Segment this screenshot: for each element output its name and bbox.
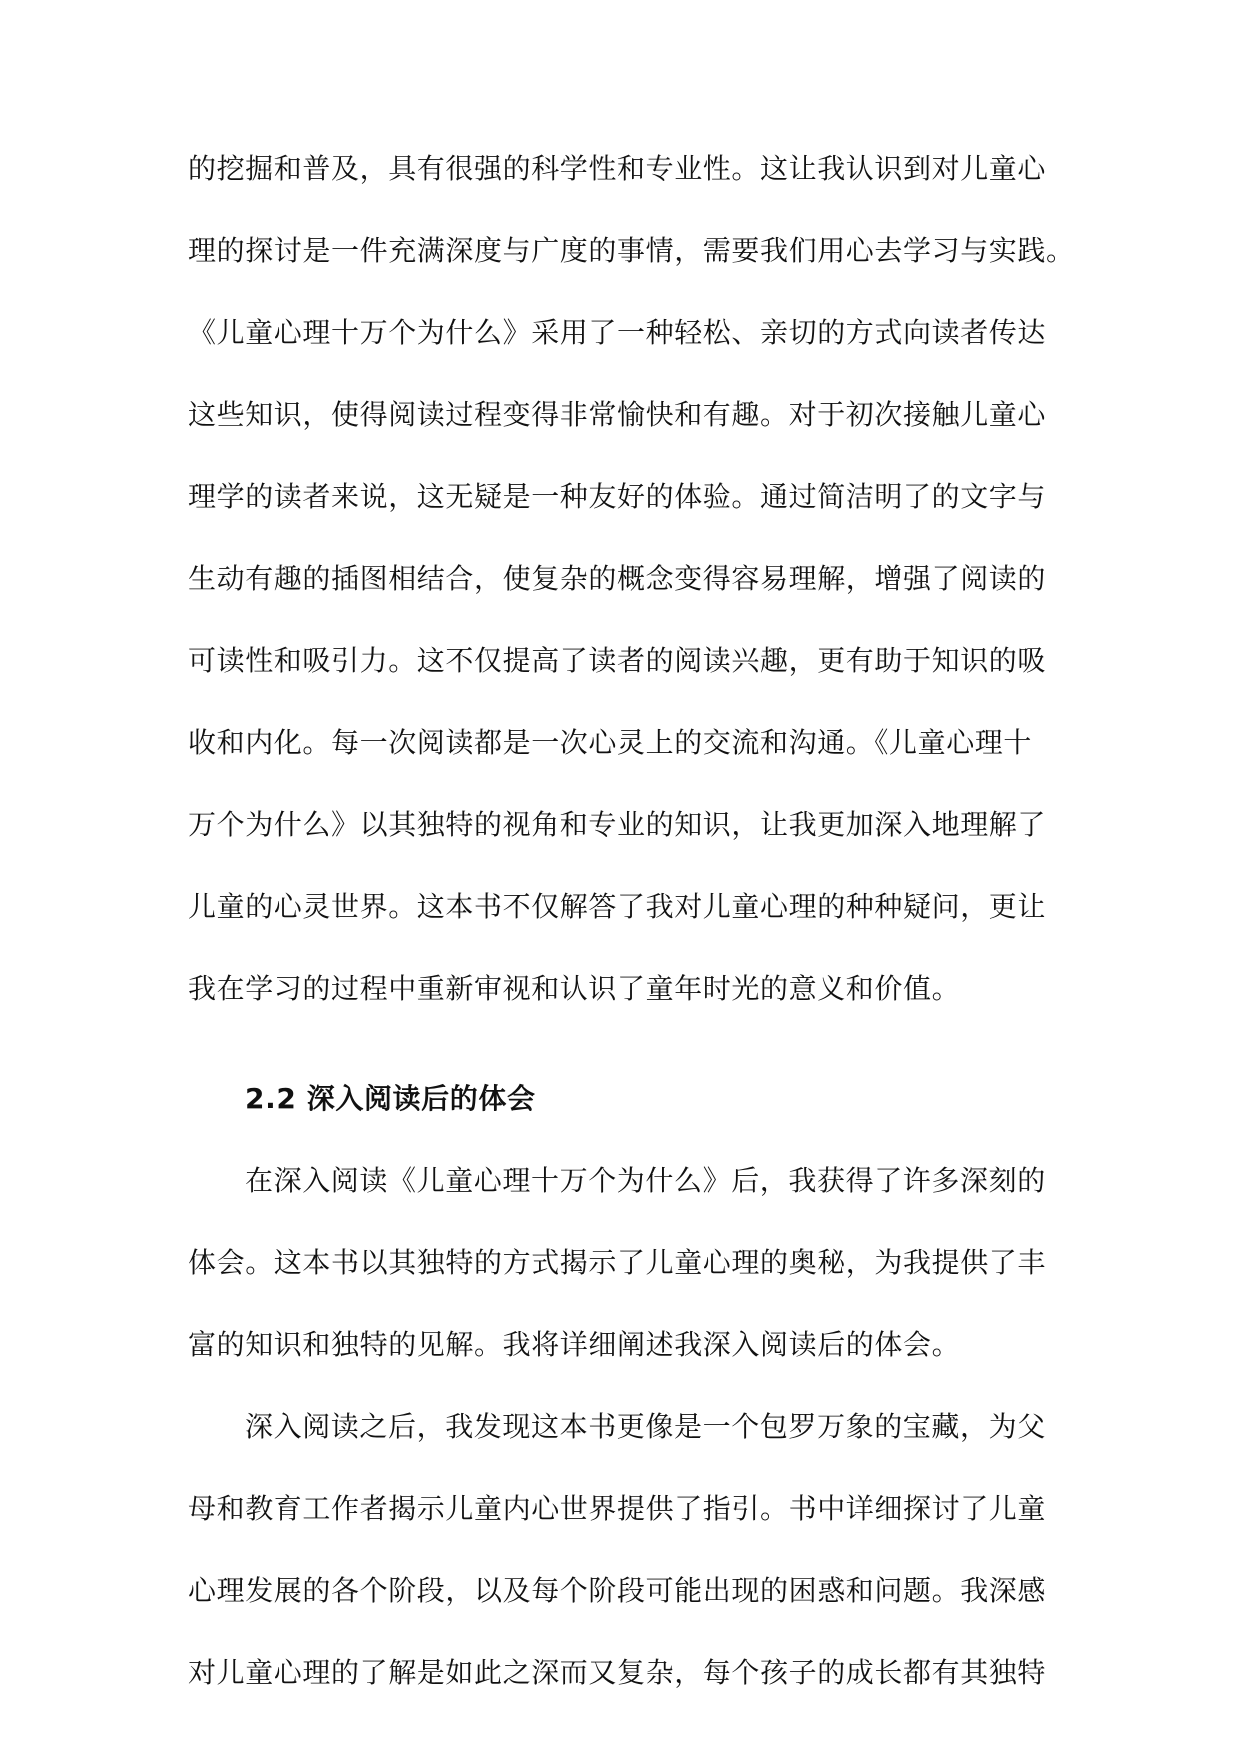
text-line: 对儿童心理的了解是如此之深而又复杂，每个孩子的成长都有其独特	[188, 1656, 1047, 1689]
text-line: 生动有趣的插图相结合，使复杂的概念变得容易理解，增强了阅读的	[188, 562, 1047, 595]
text-line: 可读性和吸引力。这不仅提高了读者的阅读兴趣，更有助于知识的吸	[188, 644, 1047, 677]
text-line: 理学的读者来说，这无疑是一种友好的体验。通过简洁明了的文字与	[188, 480, 1047, 513]
text-line: 儿童的心灵世界。这本书不仅解答了我对儿童心理的种种疑问，更让	[188, 890, 1047, 923]
text-line: 我在学习的过程中重新审视和认识了童年时光的意义和价值。	[188, 972, 961, 1005]
text-line: 体会。这本书以其独特的方式揭示了儿童心理的奥秘，为我提供了丰	[188, 1246, 1047, 1279]
page-content	[188, 148, 1075, 1714]
text-line: 《儿童心理十万个为什么》采用了一种轻松、亲切的方式向读者传达	[188, 316, 1047, 349]
text-line: 心理发展的各个阶段，以及每个阶段可能出现的困惑和问题。我深感	[188, 1574, 1047, 1607]
paragraph-2	[188, 1140, 1068, 1386]
section-heading: 2.2 深入阅读后的体会	[245, 1082, 536, 1115]
paragraph-1	[188, 128, 1075, 1030]
text-line: 富的知识和独特的见解。我将详细阐述我深入阅读后的体会。	[188, 1328, 961, 1361]
text-line: 在深入阅读《儿童心理十万个为什么》后，我获得了许多深刻的	[245, 1164, 1046, 1197]
text-line: 母和教育工作者揭示儿童内心世界提供了指引。书中详细探讨了儿童	[188, 1492, 1047, 1525]
text-line: 的挖掘和普及，具有很强的科学性和专业性。这让我认识到对儿童心	[188, 152, 1047, 185]
text-line: 深入阅读之后，我发现这本书更像是一个包罗万象的宝藏，为父	[245, 1410, 1046, 1443]
text-line: 收和内化。每一次阅读都是一次心灵上的交流和沟通。《儿童心理十	[188, 726, 1033, 759]
paragraph-3	[188, 1386, 1068, 1714]
text-line: 理的探讨是一件充满深度与广度的事情，需要我们用心去学习与实践。	[188, 234, 1075, 267]
text-line: 万个为什么》以其独特的视角和专业的知识，让我更加深入地理解了	[188, 808, 1047, 841]
text-line: 这些知识，使得阅读过程变得非常愉快和有趣。对于初次接触儿童心	[188, 398, 1047, 431]
